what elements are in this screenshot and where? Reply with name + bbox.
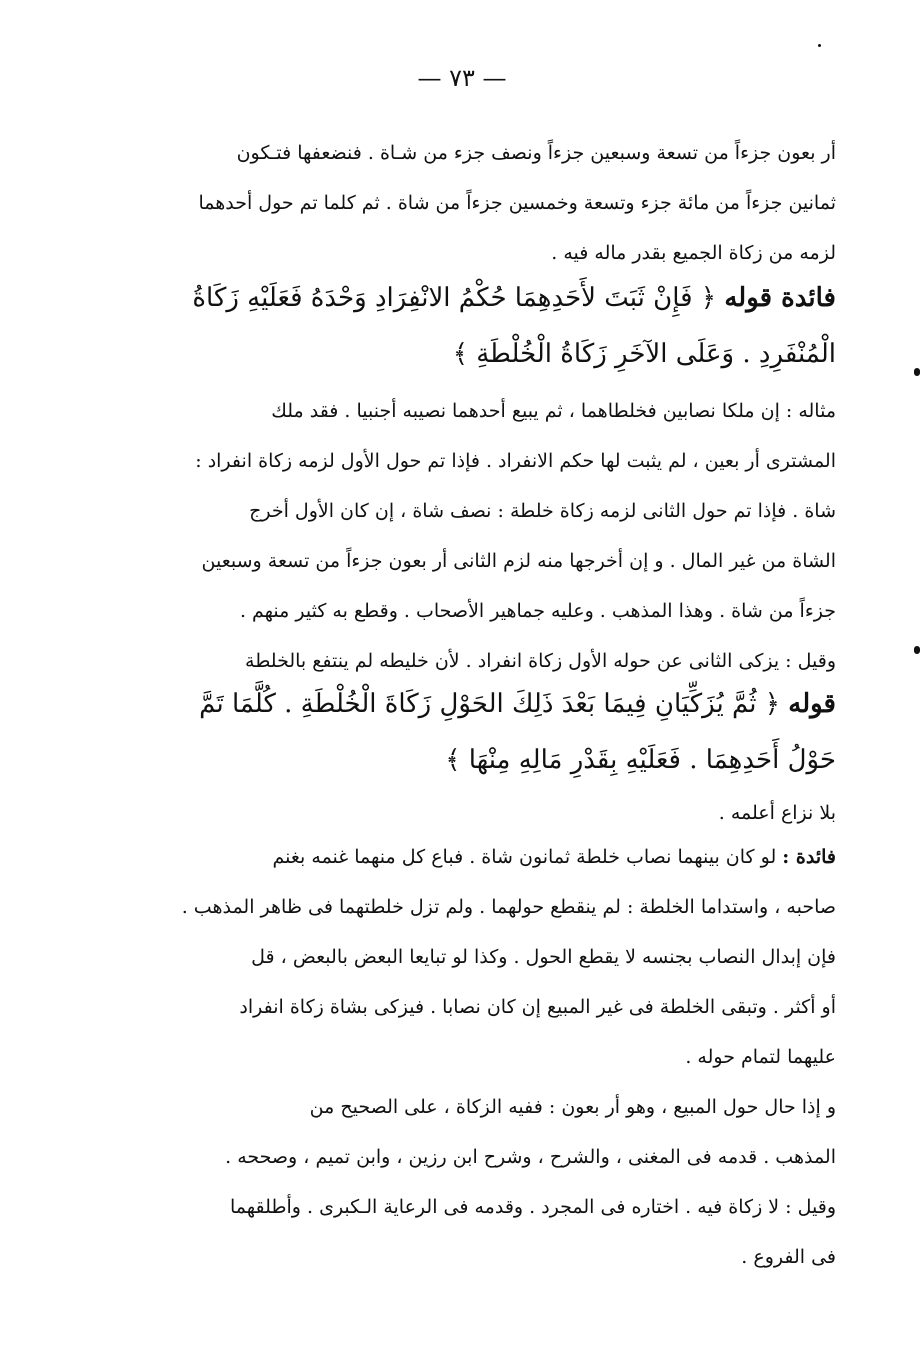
text-line: بلا نزاع أعلمه . [718, 802, 836, 824]
paragraph-4 [160, 1082, 836, 1282]
paragraph-1 [160, 128, 836, 278]
text-line [160, 832, 836, 882]
quote-paragraph-1 [160, 270, 836, 382]
text-line: الشاة من غير المال . و إن أخرجها منه لزم الثانى أر بعون جزءاً من تسعة وسبعين [201, 550, 836, 572]
text-line: المشترى أر بعين ، لم يثبت لها حكم الانفراد . فإذا تم حول الأول لزمه زكاة انفراد : [195, 450, 836, 472]
text-line: شاة . فإذا تم حول الثانى لزمه زكاة خلطة : نصف شاة ، إن كان الأول أخرج [249, 500, 836, 522]
text-line: صاحبه ، واستداما الخلطة : لم ينقطع حولهما . ولم تزل خلطتهما فى ظاهر المذهب . [181, 896, 836, 918]
text-line: مثاله : إن ملكا نصابين فخلطاهما ، ثم يبيع أحدهما نصيبه أجنبيا . فقد ملك [271, 400, 836, 422]
paragraph-3 [160, 832, 836, 1082]
page-number: — ٧٣ — [417, 64, 507, 92]
section-label: قوله [788, 689, 836, 719]
text-line: عليهما لتمام حوله . [685, 1046, 836, 1068]
text-line: جزءاً من شاة . وهذا المذهب . وعليه جماهير الأصحاب . وقطع به كثير منهم . [239, 600, 836, 622]
quote-paragraph-2 [160, 676, 836, 838]
text-line: المذهب . قدمه فى المغنى ، والشرح ، وشرح ابن رزين ، وابن تميم ، وصححه . [225, 1146, 836, 1168]
quote-line [160, 270, 836, 326]
quote-line [160, 676, 836, 732]
text-line: أر بعون جزءاً من تسعة وسبعين جزءاً ونصف جزء من شـاة . فنضعفها فتـكون [236, 142, 836, 164]
quote-text: ﴿ فَإِنْ ثَبَتَ لأَحَدِهِمَا حُكْمُ الانْفِرَادِ وَحْدَهُ فَعَلَيْهِ زَكَاةُ [192, 283, 717, 313]
text-line: و إذا حال حول المبيع ، وهو أر بعون : ففيه الزكاة ، على الصحيح من [309, 1096, 836, 1118]
quote-line: حَوْلُ أَحَدِهِمَا . فَعَلَيْهِ بِقَدْرِ مَالِهِ مِنْهَا ﴾ [445, 745, 836, 775]
scan-mark [914, 368, 920, 376]
text-line: أو أكثر . وتبقى الخلطة فى غير المبيع إن كان نصابا . فيزكى بشاة زكاة انفراد [239, 996, 836, 1018]
text-line: فى الفروع . [741, 1246, 836, 1268]
section-label: فائدة : [782, 846, 836, 868]
scan-speck [818, 44, 821, 47]
text-line: ثمانين جزءاً من مائة جزء وتسعة وخمسين جزءاً من شاة . ثم كلما تم حول أحدهما [198, 192, 836, 214]
paragraph-2 [160, 386, 836, 686]
quote-line: الْمُنْفَرِدِ . وَعَلَى الآخَرِ زَكَاةُ الْخُلْطَةِ ﴾ [452, 339, 836, 369]
scan-mark [914, 646, 920, 654]
quote-text: ﴿ ثُمَّ يُزَكِّيَانِ فِيمَا بَعْدَ ذَلِكَ الحَوْلِ زَكَاةَ الْخُلْطَةِ . كُلَّمَا تَمَّ [199, 689, 780, 719]
text-line: لزمه من زكاة الجميع بقدر ماله فيه . [551, 242, 836, 264]
text-line: وقيل : يزكى الثانى عن حوله الأول زكاة انفراد . لأن خليطه لم ينتفع بالخلطة [245, 650, 836, 672]
section-label: فائدة قوله [724, 283, 836, 313]
text-line: فإن إبدال النصاب بجنسه لا يقطع الحول . وكذا لو تبايعا البعض بالبعض ، قل [251, 946, 836, 968]
line-text: لو كان بينهما نصاب خلطة ثمانون شاة . فباع كل منهما غنمه بغنم [272, 846, 777, 868]
text-line: وقيل : لا زكاة فيه . اختاره فى المجرد . وقدمه فى الرعاية الـكبرى . وأطلقهما [229, 1196, 836, 1218]
